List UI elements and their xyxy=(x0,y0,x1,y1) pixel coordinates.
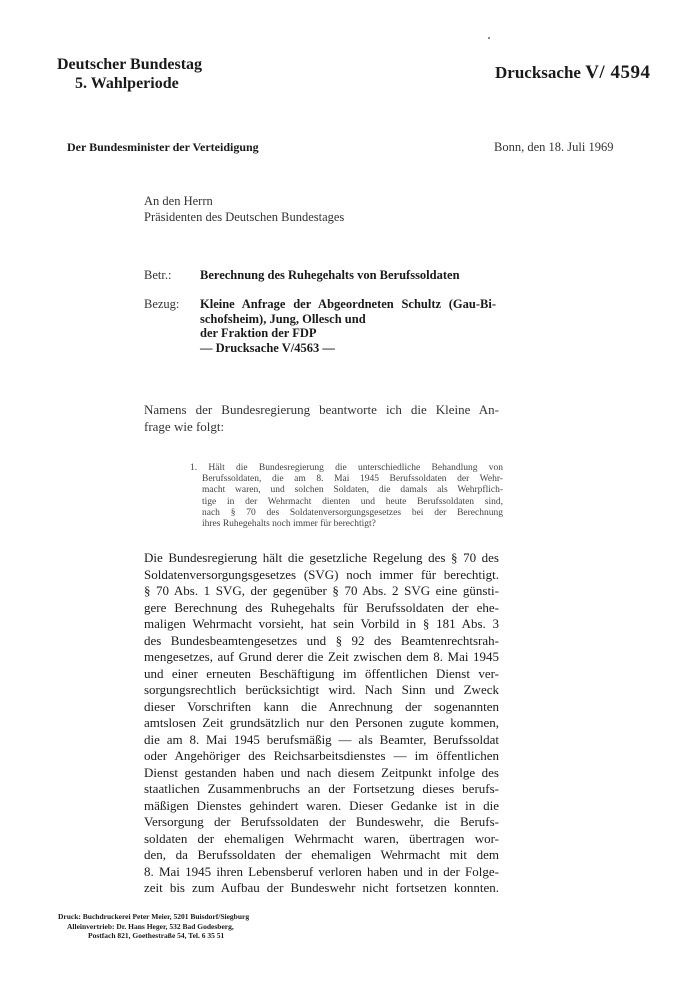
parliament-header xyxy=(57,55,202,93)
answer-line: Dienst gestanden haben und nach diesem Zeitpunkt infolge des xyxy=(144,764,499,780)
answer-line: staatlichen Zusammenbruchs an der Fortsetzung dieses berufs- xyxy=(144,781,499,796)
answer-line: und einer erneuten Beschäftigung im öffentlichen Dienst ver- xyxy=(144,665,499,681)
reference-text xyxy=(200,297,496,355)
imprint-line: Alleinvertrieb: Dr. Hans Heger, 532 Bad Godesberg, xyxy=(67,921,234,931)
answer-line: maligen Wehrmacht vorsieht, hat sein Vorbild in § 181 Abs. 3 xyxy=(144,616,499,631)
reference-line: Kleine Anfrage der Abgeordneten Schultz (Gau-Bi- xyxy=(200,297,496,311)
legislative-period: 5. Wahlperiode xyxy=(75,75,179,92)
question-block xyxy=(190,463,503,530)
question-line: tige in der Wehrmacht dienten und heute Berufssoldaten sind, xyxy=(202,496,503,507)
imprint-line: Druck: Buchdruckerei Peter Meier, 5201 Buisdorf/Siegburg xyxy=(58,912,250,921)
answer-line: zeit bis zum Aufbau der Bundeswehr nicht fortsetzen konnten. xyxy=(144,880,499,895)
subject-label: Betr.: xyxy=(144,268,172,282)
recipient-line: Präsidenten des Deutschen Bundestages xyxy=(144,210,345,224)
question-line: 1. Hält die Bundesregierung die unterschiedliche Behandlung von xyxy=(190,463,503,473)
imprint-line: Postfach 821, Goethestraße 54, Tel. 6 35 51 xyxy=(88,931,225,940)
reference-label: Bezug: xyxy=(144,297,180,311)
answer-line: mäßigen Dienstes gehindert waren. Dieser Gedanke ist in die xyxy=(144,797,499,813)
drucksache-value: V/ 4594 xyxy=(585,62,651,83)
date-line: Bonn, den 18. Juli 1969 xyxy=(494,140,614,154)
recipient-address xyxy=(144,193,344,225)
reference-line: — Drucksache V/4563 — xyxy=(200,340,335,355)
answer-line: dieser Vorschriften kann die Anrechnung der sogenannten xyxy=(144,698,499,714)
question-line: macht waren, und solchen Soldaten, die damals als Wehrpflich- xyxy=(202,485,503,496)
answer-line: Soldatenversorgungsgesetzes (SVG) noch immer für berechtigt. xyxy=(144,566,499,582)
question-line: nach § 70 des Soldatenversorgungsgesetzes bei der Berechnung xyxy=(202,507,503,518)
answer-paragraph xyxy=(144,550,499,897)
answer-line: den, da Berufssoldaten der ehemaligen Wehrmacht mit dem xyxy=(144,847,499,862)
recipient-line: An den Herrn xyxy=(144,194,213,208)
intro-line: frage wie folgt: xyxy=(144,419,225,434)
org-name: Deutscher Bundestag xyxy=(57,56,203,73)
answer-line: amtslosen Zeit grundsätzlich nur den Personen zugute kommen, xyxy=(144,715,499,730)
answer-line: Die Bundesregierung hält die gesetzliche Regelung des § 70 des xyxy=(144,550,499,565)
answer-line: 8. Mai 1945 ihren Lebensberuf verloren haben und in der Folge- xyxy=(144,863,499,879)
answer-line: sorgungsrechtlich berücksichtigt wird. Nach Sinn und Zweck xyxy=(144,682,499,697)
answer-line: § 70 Abs. 1 SVG, der gegenüber § 70 Abs. 2 SVG eine günsti- xyxy=(144,583,499,598)
question-line: ihres Ruhegehalts noch immer für berechtigt? xyxy=(202,519,376,530)
answer-line: oder Angehöriger des Reichsarbeitsdienstes — im öffentlichen xyxy=(144,748,499,763)
intro-line: Namens der Bundesregierung beantworte ich die Kleine An- xyxy=(144,402,499,417)
answer-line: gere Berechnung des Ruhegehalts für Berufssoldaten der ehe- xyxy=(144,599,499,615)
subject-text: Berechnung des Ruhegehalts von Berufssoldaten xyxy=(200,268,460,282)
question-line: Berufssoldaten, die am 8. Mai 1945 Berufssoldaten der Wehr- xyxy=(202,474,503,485)
answer-line: des Bundesbeamtengesetzes und § 92 des Beamtenrechtsrah- xyxy=(144,632,499,648)
reference-line: schofsheim), Jung, Ollesch und xyxy=(200,311,366,326)
drucksache-number xyxy=(495,62,650,84)
reference-line: der Fraktion der FDP xyxy=(200,326,317,340)
stray-mark xyxy=(488,37,490,39)
printer-imprint xyxy=(58,912,249,941)
drucksache-label: Drucksache xyxy=(495,63,581,82)
sender: Der Bundesminister der Verteidigung xyxy=(67,140,259,154)
intro-paragraph xyxy=(144,401,499,435)
answer-line: mengesetzes, auf Grund derer die Zeit zwischen dem 8. Mai 1945 xyxy=(144,649,499,664)
answer-line: Versorgung der Berufssoldaten der Bundeswehr, die Berufs- xyxy=(144,814,499,829)
answer-line: soldaten der ehemaligen Wehrmacht waren, übertragen wor- xyxy=(144,830,499,846)
answer-line: die am 8. Mai 1945 berufsmäßig — als Beamter, Berufssoldat xyxy=(144,731,499,747)
